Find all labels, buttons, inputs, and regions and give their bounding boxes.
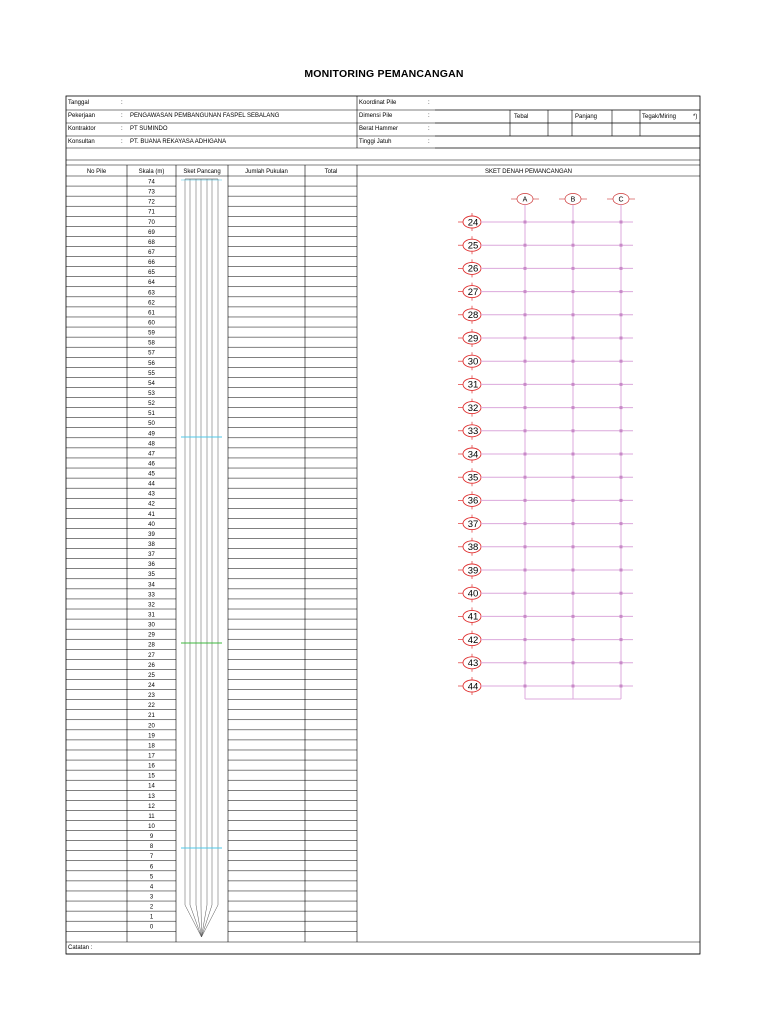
scale-value: 15: [148, 773, 155, 780]
pile-point: [524, 685, 527, 688]
grid-row-label: 42: [467, 634, 479, 646]
info-right-label-2: Berat Hammer: [359, 126, 399, 132]
info-colon: :: [428, 139, 430, 145]
col-total: Total: [324, 169, 338, 175]
pile-point: [620, 592, 623, 595]
scale-value: 69: [148, 229, 155, 236]
grid-row-label: 41: [467, 611, 479, 623]
grid-row-label: 36: [467, 495, 479, 507]
info-colon: :: [121, 100, 123, 106]
scale-value: 28: [148, 642, 155, 649]
pile-point: [572, 661, 575, 664]
scale-value: 16: [148, 763, 155, 770]
scale-value: 5: [149, 874, 154, 881]
pile-tip: [202, 905, 219, 937]
info-label-0: Tanggal: [68, 100, 90, 106]
pile-tip: [185, 905, 202, 937]
pile-point: [620, 499, 623, 502]
pile-point: [524, 522, 527, 525]
scale-value: 7: [149, 854, 154, 861]
pile-point: [524, 429, 527, 432]
grid-row-label: 27: [467, 286, 479, 298]
scale-value: 32: [148, 602, 155, 609]
col-jumlah-pukulan: Jumlah Pukulan: [245, 169, 288, 175]
pile-point: [620, 615, 623, 618]
info-colon: :: [428, 100, 430, 106]
scale-value: 68: [148, 239, 155, 246]
info-colon: :: [121, 139, 123, 145]
info-value-2: PT SUMINDO: [130, 126, 168, 132]
scale-value: 74: [148, 179, 155, 186]
scale-value: 66: [148, 260, 155, 267]
dim-panjang: Panjang: [575, 114, 598, 120]
scale-value: 50: [148, 421, 155, 428]
pile-point: [572, 267, 575, 270]
scale-value: 21: [148, 713, 155, 720]
pile-point: [524, 221, 527, 224]
scale-value: 67: [148, 249, 155, 256]
pile-point: [572, 221, 575, 224]
scale-value: 43: [148, 491, 155, 498]
pile-point: [524, 244, 527, 247]
scale-value: 20: [148, 723, 155, 730]
pile-point: [572, 476, 575, 479]
scale-value: 59: [148, 330, 155, 337]
pile-point: [572, 592, 575, 595]
info-value-3: PT. BUANA REKAYASA ADHIGANA: [130, 139, 227, 145]
scale-value: 46: [148, 461, 155, 468]
scale-value: 13: [148, 793, 155, 800]
grid-row-label: 28: [467, 310, 479, 322]
grid-row-label: 40: [467, 588, 479, 600]
scale-value: 1: [149, 914, 154, 921]
pile-point: [572, 290, 575, 293]
grid-row-label: 31: [467, 379, 479, 391]
info-right-label-1: Dimensi Pile: [359, 113, 393, 119]
pile-point: [524, 615, 527, 618]
pile-point: [524, 383, 527, 386]
scale-value: 36: [148, 562, 155, 569]
grid-row-label: 34: [467, 449, 479, 461]
pile-point: [572, 638, 575, 641]
grid-row-label: 37: [467, 518, 479, 530]
grid-row-label: 24: [467, 217, 479, 229]
pile-point: [572, 615, 575, 618]
pile-point: [524, 545, 527, 548]
grid-row-label: 30: [467, 356, 479, 368]
pile-point: [620, 360, 623, 363]
scale-value: 2: [149, 904, 154, 911]
pile-point: [524, 569, 527, 572]
pile-point: [620, 453, 623, 456]
scale-value: 3: [149, 894, 154, 901]
grid-col-label-a: A: [522, 196, 528, 204]
pile-tip: [201, 905, 202, 937]
scale-value: 35: [148, 572, 155, 579]
scale-value: 9: [149, 834, 154, 841]
scale-value: 40: [148, 521, 155, 528]
grid-row-label: 38: [467, 542, 479, 554]
pile-point: [572, 545, 575, 548]
pile-point: [572, 522, 575, 525]
pile-point: [524, 406, 527, 409]
pile-point: [524, 592, 527, 595]
pile-point: [620, 337, 623, 340]
scale-value: 53: [148, 390, 155, 397]
dim-tegak: Tegak/Miring: [642, 114, 677, 120]
pile-point: [572, 244, 575, 247]
col-skala: Skala (m): [138, 169, 165, 175]
info-right-label-3: Tinggi Jatuh: [359, 139, 392, 145]
info-colon: :: [121, 113, 123, 119]
pile-tip: [202, 905, 213, 937]
pile-point: [524, 638, 527, 641]
info-value-1: PENGAWASAN PEMBANGUNAN FASPEL SEBALANG: [130, 113, 280, 119]
pile-point: [620, 383, 623, 386]
grid-row-label: 29: [467, 333, 479, 345]
grid-row-label: 44: [467, 681, 479, 693]
info-colon: :: [121, 126, 123, 132]
scale-value: 26: [148, 662, 155, 669]
scale-value: 58: [148, 340, 155, 347]
pile-point: [524, 337, 527, 340]
scale-value: 64: [148, 280, 155, 287]
scale-value: 0: [149, 924, 154, 931]
pile-point: [620, 313, 623, 316]
scale-value: 24: [148, 683, 155, 689]
scale-value: 71: [148, 209, 155, 216]
grid-row-label: 39: [467, 565, 479, 577]
pile-point: [620, 661, 623, 664]
scale-value: 22: [148, 703, 155, 710]
pile-point: [620, 221, 623, 224]
grid-col-label-b: B: [570, 196, 576, 204]
scale-value: 73: [148, 189, 155, 196]
grid-row-label: 33: [467, 426, 479, 438]
pile-point: [620, 685, 623, 688]
info-right-label-0: Koordinat Pile: [359, 100, 397, 106]
scale-value: 14: [148, 783, 155, 790]
sheet-border: [66, 96, 700, 954]
pile-point: [572, 313, 575, 316]
dim-note: *): [693, 114, 698, 120]
scale-value: 11: [148, 813, 155, 820]
scale-value: 48: [148, 441, 155, 448]
pile-point: [524, 661, 527, 664]
scale-value: 4: [149, 884, 154, 891]
pile-point: [524, 476, 527, 479]
scale-value: 23: [148, 693, 155, 700]
scale-value: 42: [148, 501, 155, 508]
info-label-3: Konsultan: [68, 139, 95, 145]
scale-value: 19: [148, 733, 155, 740]
pile-point: [524, 453, 527, 456]
pile-point: [524, 360, 527, 363]
col-sket-denah: SKET DENAH PEMANCANGAN: [485, 169, 572, 175]
pile-point: [620, 545, 623, 548]
pile-point: [572, 499, 575, 502]
scale-value: 12: [148, 803, 155, 810]
grid-col-label-c: C: [618, 196, 624, 204]
pile-point: [572, 685, 575, 688]
scale-value: 27: [148, 652, 155, 659]
scale-value: 51: [148, 411, 155, 418]
grid-row-label: 35: [467, 472, 479, 484]
catatan-label: Catatan :: [68, 945, 93, 951]
grid-row-label: 26: [467, 263, 479, 275]
pile-point: [572, 406, 575, 409]
pile-point: [524, 267, 527, 270]
pile-point: [620, 476, 623, 479]
grid-row-label: 43: [467, 658, 479, 670]
pile-point: [524, 499, 527, 502]
scale-value: 62: [148, 300, 155, 307]
pile-point: [524, 290, 527, 293]
info-colon: :: [428, 113, 430, 119]
pile-point: [572, 453, 575, 456]
pile-point: [620, 638, 623, 641]
pile-point: [620, 244, 623, 247]
col-sket-pancang: Sket Pancang: [183, 169, 221, 175]
pile-point: [572, 429, 575, 432]
scale-value: 18: [148, 743, 155, 750]
scale-value: 45: [148, 471, 155, 478]
info-label-1: Pekerjaan: [68, 113, 96, 119]
grid-row-label: 32: [467, 402, 479, 414]
scale-value: 39: [148, 531, 155, 538]
scale-value: 17: [148, 753, 155, 760]
scale-value: 47: [148, 451, 155, 458]
pile-point: [620, 290, 623, 293]
pile-point: [620, 267, 623, 270]
pile-point: [620, 569, 623, 572]
scale-value: 57: [148, 350, 155, 357]
page-title: MONITORING PEMANCANGAN: [304, 68, 464, 80]
scale-value: 30: [148, 622, 155, 629]
scale-value: 44: [148, 481, 155, 488]
pile-point: [620, 406, 623, 409]
scale-value: 55: [148, 370, 155, 377]
scale-value: 49: [148, 431, 155, 438]
scale-value: 29: [148, 632, 155, 639]
scale-value: 72: [148, 199, 155, 206]
pile-point: [572, 383, 575, 386]
scale-value: 52: [148, 401, 155, 408]
pile-tip: [190, 905, 202, 937]
pile-point: [620, 429, 623, 432]
scale-value: 34: [148, 582, 155, 589]
pile-point: [572, 337, 575, 340]
scale-value: 10: [148, 823, 155, 830]
scale-value: 54: [148, 380, 155, 387]
scale-value: 60: [148, 320, 155, 327]
scale-value: 37: [148, 552, 155, 559]
scale-value: 63: [148, 290, 155, 297]
scale-value: 33: [148, 592, 155, 599]
scale-value: 8: [149, 844, 154, 851]
scale-value: 25: [148, 672, 155, 679]
pile-point: [620, 522, 623, 525]
pile-point: [572, 569, 575, 572]
scale-value: 38: [148, 542, 155, 549]
dim-tebal: Tebal: [514, 114, 529, 120]
grid-row-label: 25: [467, 240, 479, 252]
scale-value: 56: [148, 360, 155, 367]
pile-point: [572, 360, 575, 363]
pile-point: [524, 313, 527, 316]
scale-value: 65: [148, 270, 155, 277]
info-label-2: Kontraktor: [68, 126, 96, 132]
info-colon: :: [428, 126, 430, 132]
col-no-pile: No Pile: [86, 169, 107, 175]
scale-value: 6: [149, 864, 154, 871]
scale-value: 70: [148, 219, 155, 226]
scale-value: 61: [148, 310, 155, 317]
scale-value: 41: [148, 511, 155, 518]
scale-value: 31: [148, 612, 155, 619]
